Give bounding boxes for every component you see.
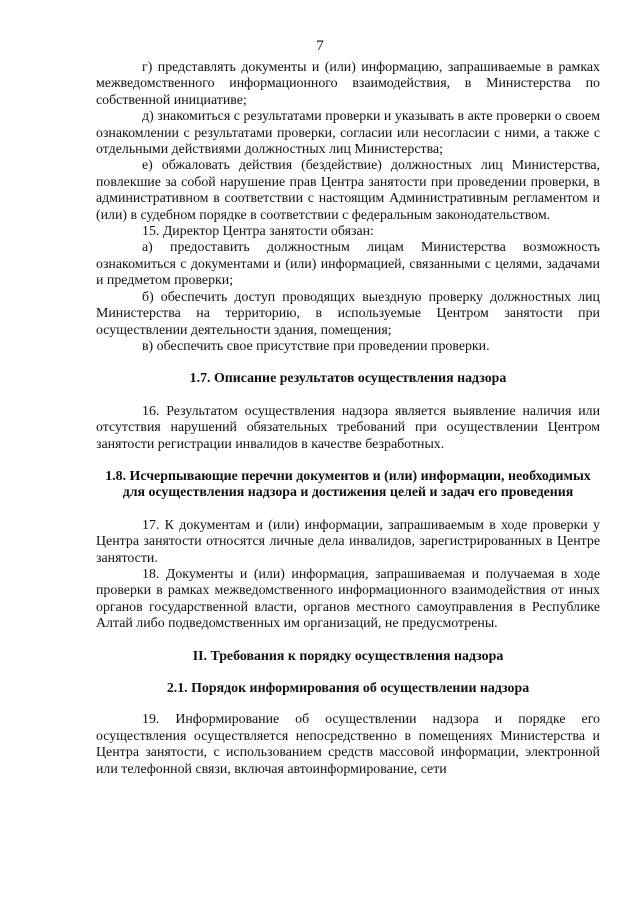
paragraph-15b: б) обеспечить доступ проводящих выездную проверку должностных лиц Министерства на территорию, в используемые Центром занятости при осуществлении деятельности здания, помещения; bbox=[96, 289, 600, 338]
paragraph-14g: г) представлять документы и (или) информацию, запрашиваемые в рамках межведомственного информационного взаимодействия, в Министерства по собственной инициативе; bbox=[96, 60, 600, 108]
paragraph-15a: а) предоставить должностным лицам Министерства возможность ознакомиться с документами и (или) информацией, связанными с целями, задачами и предметом проверки; bbox=[96, 240, 600, 289]
section-heading-1-8: 1.8. Исчерпывающие перечни документов и (или) информации, необходимых для осуществления надзора и достижения целей и задач его проведения bbox=[105, 468, 591, 501]
page-number: 7 bbox=[316, 38, 324, 54]
section-heading-2-1: 2.1. Порядок информирования об осуществлении надзора bbox=[166, 681, 530, 696]
paragraph-15: 15. Директор Центра занятости обязан: bbox=[142, 224, 374, 240]
paragraph-15v: в) обеспечить свое присутствие при проведении проверки. bbox=[142, 338, 490, 354]
document-body bbox=[96, 60, 600, 778]
paragraph-16: 16. Результатом осуществления надзора является выявление наличия или отсутствия нарушений обязательных требований при осуществлении Центром занятости регистрации инвалидов в качестве безработных. bbox=[96, 403, 600, 452]
paragraph-14e: е) обжаловать действия (бездействие) должностных лиц Министерства, повлекшие за собой нарушение прав Центра занятости при проведении проверки, в административном в соответствии с настоящим Административным регламентом и (или) в судебном порядке в соответствии с федеральным законодательством. bbox=[96, 158, 600, 223]
paragraph-18: 18. Документы и (или) информация, запрашиваемая и получаемая в ходе проверки в рамках межведомственного информационного взаимодействия от иных органов государственной власти, органов местного самоуправления в Республике Алтай либо подведомственных им организаций, не предусмотрены. bbox=[96, 566, 600, 632]
paragraph-17: 17. К документам и (или) информации, запрашиваемым в ходе проверки у Центра занятости относятся личные дела инвалидов, зарегистрированных в Центре занятости. bbox=[96, 517, 600, 566]
paragraph-19: 19. Информирование об осуществлении надзора и порядке его осуществления осуществляется непосредственно в помещениях Министерства и Центра занятости, с использованием средств массовой информации, электронной или телефонной связи, включая автоинформирование, сети bbox=[96, 712, 600, 777]
chapter-heading-II: II. Требования к порядку осуществления надзора bbox=[192, 648, 504, 664]
paragraph-14d: д) знакомиться с результатами проверки и указывать в акте проверки о своем ознакомлении с результатами проверки, согласии или несогласии с ними, а также с отдельными действиями должностных лиц Министерства; bbox=[96, 109, 600, 158]
section-heading-1-7: 1.7. Описание результатов осуществления надзора bbox=[189, 371, 507, 387]
